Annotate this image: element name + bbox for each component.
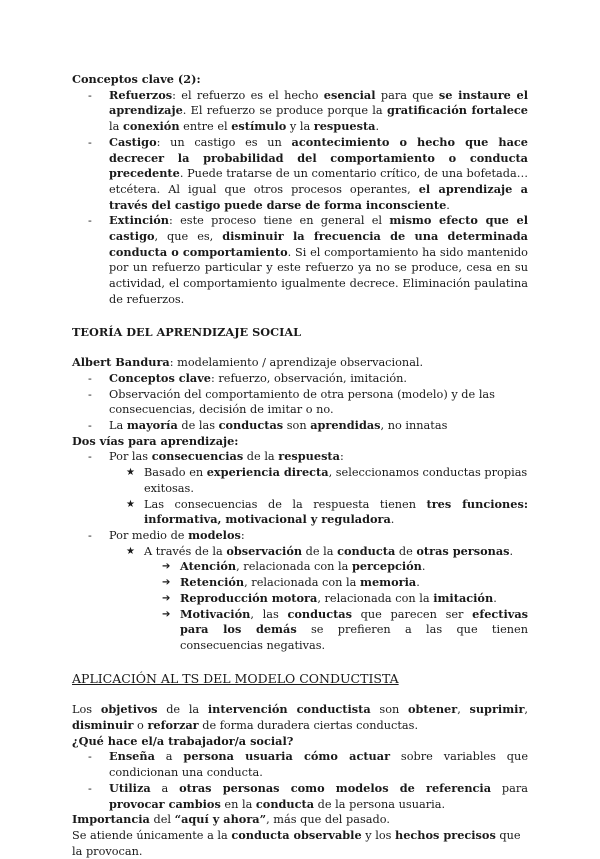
document-content bbox=[72, 72, 528, 859]
teoria-heading: TEORÍA DEL APRENDIZAJE SOCIAL bbox=[72, 324, 302, 339]
objetivos-paragraph: Los objetivos de la intervención conductista son obtener, suprimir, disminuir o reforzar de forma duradera ciertas conductas. bbox=[72, 702, 528, 733]
ts-list bbox=[72, 749, 528, 812]
vias-list bbox=[72, 449, 528, 465]
bandura-list bbox=[72, 371, 528, 434]
question-heading: ¿Qué hace el/a trabajador/a social? bbox=[72, 733, 294, 748]
list-item-mayoria: - La mayoría de las conductas son aprendidas, no innatas bbox=[109, 418, 528, 434]
list-item-extincion: - Extinción: este proceso tiene en general el mismo efecto que el castigo, que es, disminuir la frecuencia de una determinada conducta o comportamiento. Si el comportamiento ha sido mantenido por un refuerzo particular y este refuerzo ya no se produce, cesa en su actividad, el comportamiento igualmente decrece. Eliminación paulatina de refuerzos. bbox=[109, 213, 528, 307]
arrow-list bbox=[72, 559, 528, 653]
importancia-line: Importancia del “aquí y ahora”, más que del pasado. bbox=[72, 812, 390, 827]
list-item-retencion: ➔ Retención, relacionada con la memoria. bbox=[180, 575, 528, 591]
list-item-ensena: - Enseña a persona usuaria cómo actuar sobre variables que condicionan una conducta. bbox=[109, 749, 528, 780]
list-item-refuerzos: - Refuerzos: el refuerzo es el hecho esencial para que se instaure el aprendizaje. El refuerzo se produce porque la gratificación fortalece la conexión entre el estímulo y la respuesta. bbox=[109, 88, 528, 135]
vias-list-2 bbox=[72, 528, 528, 544]
aplicacion-heading: APLICACIÓN AL TS DEL MODELO CONDUCTISTA bbox=[72, 670, 399, 686]
list-item-motivacion: ➔ Motivación, las conductas que parecen ser efectivas para los demás se prefieren a las que tienen consecuencias negativas. bbox=[180, 607, 528, 654]
bandura-line: Albert Bandura: modelamiento / aprendizaje observacional. bbox=[72, 355, 424, 370]
dos-vias-heading: Dos vías para aprendizaje: bbox=[72, 433, 239, 448]
list-item-via-consecuencias: - Por las consecuencias de la respuesta: bbox=[109, 449, 528, 465]
list-item-atencion: ➔ Atención, relacionada con la percepción. bbox=[180, 559, 528, 575]
atiende-line: Se atiende únicamente a la conducta observable y los hechos precisos que la provocan. bbox=[72, 827, 521, 858]
list-item-observacion: - Observación del comportamiento de otra persona (modelo) y de las consecuencias, decisión de imitar o no. bbox=[109, 387, 528, 418]
list-item-observacion-otros: ★ A través de la observación de la conducta de otras personas. bbox=[144, 544, 528, 560]
list-item-castigo: - Castigo: un castigo es un acontecimiento o hecho que hace decrecer la probabilidad del comportamiento o conducta precedente. Puede tratarse de un comentario crítico, de una bofetada… etcétera. Al igual que otros procesos operantes, el aprendizaje a través del castigo puede darse de forma inconsciente. bbox=[109, 135, 528, 214]
conceptos-clave-heading: Conceptos clave (2): bbox=[72, 72, 201, 86]
conceptos-list bbox=[72, 88, 528, 308]
list-item-funciones: ★ Las consecuencias de la respuesta tienen tres funciones: informativa, motivacional y reguladora. bbox=[144, 497, 528, 528]
list-item-via-modelos: - Por medio de modelos: bbox=[109, 528, 528, 544]
via1-sublist bbox=[72, 465, 528, 528]
list-item-experiencia: ★ Basado en experiencia directa, seleccionamos conductas propias exitosas. bbox=[144, 465, 528, 496]
via2-sublist bbox=[72, 544, 528, 560]
list-item-reproduccion: ➔ Reproducción motora, relacionada con la imitación. bbox=[180, 591, 528, 607]
list-item-utiliza: - Utiliza a otras personas como modelos de referencia para provocar cambios en la conducta de la persona usuaria. bbox=[109, 781, 528, 812]
list-item-conceptos: - Conceptos clave: refuerzo, observación, imitación. bbox=[109, 371, 528, 387]
